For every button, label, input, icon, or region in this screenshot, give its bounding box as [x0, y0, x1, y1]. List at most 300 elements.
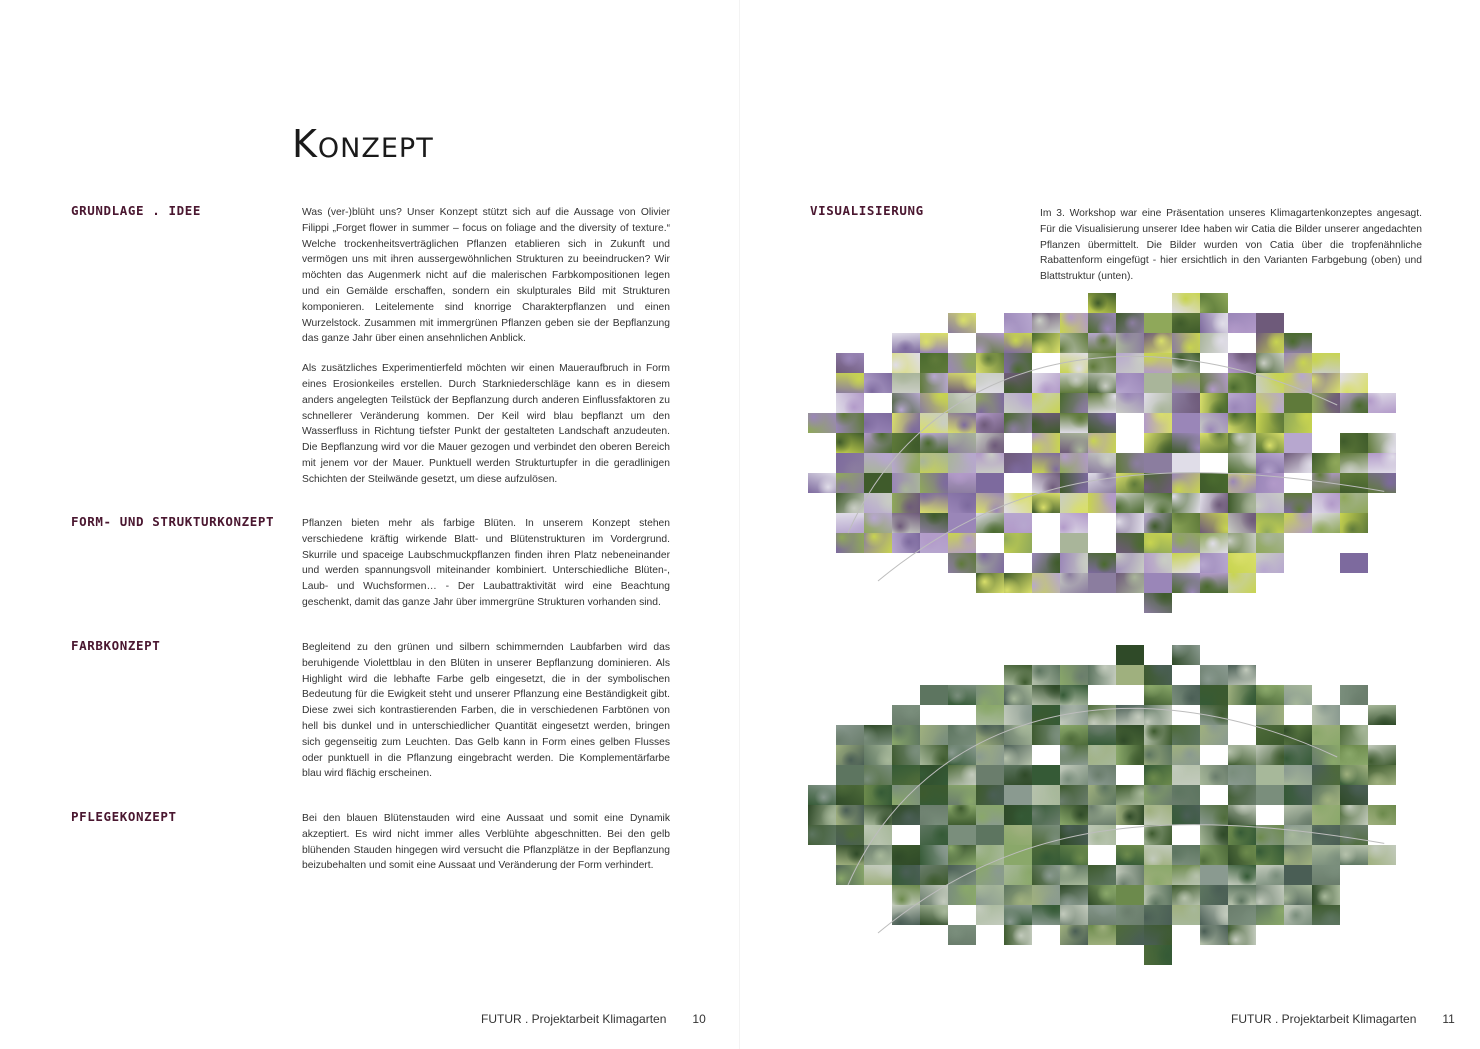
plant-photo-tile	[1004, 533, 1032, 553]
plant-photo-tile	[1144, 553, 1172, 573]
plant-photo-tile	[1060, 573, 1088, 593]
plant-photo-tile	[1088, 393, 1116, 413]
plant-photo-tile	[1228, 513, 1256, 533]
plant-photo-tile	[976, 373, 1004, 393]
section-body-grundlage	[302, 205, 670, 502]
plant-photo-tile	[1172, 413, 1200, 433]
plant-photo-tile	[1172, 845, 1200, 865]
plant-photo-tile	[1060, 725, 1088, 745]
plant-photo-tile	[892, 353, 920, 373]
plant-photo-tile	[1256, 373, 1284, 393]
plant-photo-tile	[864, 745, 892, 765]
plant-photo-tile	[1032, 373, 1060, 393]
plant-photo-tile	[1144, 845, 1172, 865]
plant-photo-tile	[1032, 725, 1060, 745]
plant-photo-tile	[948, 685, 976, 705]
plant-photo-tile	[1340, 685, 1368, 705]
plant-photo-tile	[920, 845, 948, 865]
plant-photo-tile	[1032, 785, 1060, 805]
plant-photo-tile	[1004, 865, 1032, 885]
plant-photo-tile	[1060, 333, 1088, 353]
plant-photo-tile	[1284, 745, 1312, 765]
plant-photo-tile	[1004, 885, 1032, 905]
plant-photo-tile	[1144, 433, 1172, 453]
paragraph: Was (ver-)blüht uns? Unser Konzept stützt sich auf die Aussage von Olivier Filippi „Forget flower in summer – focus on foliage and the diversity of texture.“ Welche trockenheitsverträglichen Pflanzen etablieren sich in Zukunft und vermögen uns mit ihren aussergewöhnlichen Strukturen zu beeindrucken? Wir möchten das Augenmerk nicht auf die malerischen Farbkompositionen legen und ein Gemälde erschaffen, sondern ein skulpturales Bild mit Strukturen komponieren. Leitelemente sind knorrige Charakterpflanzen und einen Wurzelstock. Zusammen mit immergrünen Pflanzen geben sie der Bepflanzung das ganze Jahr über einen ansehnlichen Anblick.	[302, 207, 670, 345]
plant-photo-tile	[1284, 865, 1312, 885]
plant-photo-tile	[1228, 905, 1256, 925]
plant-photo-tile	[1032, 553, 1060, 573]
plant-photo-tile	[1144, 785, 1172, 805]
right-page	[740, 0, 1480, 1049]
plant-photo-tile	[948, 473, 976, 493]
section-heading-grundlage: GRUNDLAGE . IDEE	[71, 203, 202, 218]
plant-photo-tile	[1312, 765, 1340, 785]
plant-photo-tile	[976, 725, 1004, 745]
plant-photo-tile	[1256, 705, 1284, 725]
plant-photo-tile	[864, 725, 892, 745]
plant-photo-tile	[948, 885, 976, 905]
plant-photo-tile	[920, 805, 948, 825]
plant-photo-tile	[1032, 845, 1060, 865]
plant-photo-tile	[1368, 845, 1396, 865]
plant-photo-tile	[1284, 393, 1312, 413]
plant-photo-tile	[1060, 705, 1088, 725]
plant-photo-tile	[1340, 785, 1368, 805]
plant-photo-tile	[1256, 905, 1284, 925]
plant-photo-tile	[1116, 493, 1144, 513]
plant-photo-tile	[1144, 373, 1172, 393]
plant-photo-tile	[1172, 433, 1200, 453]
plant-photo-tile	[1060, 393, 1088, 413]
plant-photo-tile	[920, 745, 948, 765]
plant-photo-tile	[1116, 725, 1144, 745]
plant-photo-tile	[836, 865, 864, 885]
plant-photo-tile	[920, 353, 948, 373]
plant-photo-tile	[1144, 453, 1172, 473]
plant-photo-tile	[836, 493, 864, 513]
plant-photo-tile	[1144, 765, 1172, 785]
plant-photo-tile	[892, 433, 920, 453]
plant-photo-tile	[1340, 745, 1368, 765]
plant-photo-tile	[892, 785, 920, 805]
plant-photo-tile	[864, 533, 892, 553]
plant-photo-tile	[808, 473, 836, 493]
plant-photo-tile	[1004, 393, 1032, 413]
plant-photo-tile	[1172, 765, 1200, 785]
plant-photo-tile	[1088, 785, 1116, 805]
plant-photo-tile	[1116, 865, 1144, 885]
plant-photo-tile	[1200, 725, 1228, 745]
plant-photo-tile	[976, 705, 1004, 725]
plant-photo-tile	[1144, 725, 1172, 745]
plant-photo-tile	[948, 553, 976, 573]
plant-photo-tile	[1228, 393, 1256, 413]
plant-photo-tile	[1200, 373, 1228, 393]
plant-photo-tile	[1116, 553, 1144, 573]
plant-photo-tile	[1200, 825, 1228, 845]
plant-photo-tile	[1172, 805, 1200, 825]
plant-photo-tile	[1200, 333, 1228, 353]
plant-photo-tile	[948, 373, 976, 393]
plant-photo-tile	[1228, 785, 1256, 805]
section-body-form-struktur	[302, 516, 670, 625]
plant-photo-tile	[1228, 413, 1256, 433]
plant-photo-tile	[1144, 493, 1172, 513]
plant-photo-tile	[892, 373, 920, 393]
plant-photo-tile	[1060, 413, 1088, 433]
plant-photo-tile	[1256, 413, 1284, 433]
plant-photo-tile	[1116, 373, 1144, 393]
plant-photo-tile	[1032, 433, 1060, 453]
section-heading-pflegekonzept: PFLEGEKONZEPT	[71, 809, 177, 824]
plant-photo-tile	[892, 533, 920, 553]
plant-photo-tile	[1088, 825, 1116, 845]
plant-photo-tile	[948, 533, 976, 553]
plant-photo-tile	[1060, 373, 1088, 393]
plant-photo-tile	[1284, 685, 1312, 705]
plant-photo-tile	[1312, 745, 1340, 765]
plant-photo-tile	[1004, 353, 1032, 373]
plant-photo-tile	[864, 453, 892, 473]
plant-photo-tile	[1088, 865, 1116, 885]
plant-photo-tile	[1004, 685, 1032, 705]
plant-photo-tile	[920, 765, 948, 785]
plant-photo-tile	[976, 413, 1004, 433]
plant-photo-tile	[1088, 373, 1116, 393]
plant-photo-tile	[948, 745, 976, 765]
plant-photo-tile	[1340, 473, 1368, 493]
plant-photo-tile	[1312, 905, 1340, 925]
plant-photo-tile	[1200, 705, 1228, 725]
plant-photo-tile	[1228, 313, 1256, 333]
plant-photo-tile	[1228, 865, 1256, 885]
plant-photo-tile	[892, 513, 920, 533]
plant-photo-tile	[1172, 333, 1200, 353]
plant-photo-tile	[1144, 533, 1172, 553]
plant-photo-tile	[920, 373, 948, 393]
plant-photo-tile	[1256, 333, 1284, 353]
plant-photo-tile	[1228, 373, 1256, 393]
plant-photo-tile	[1144, 865, 1172, 885]
plant-photo-tile	[1144, 573, 1172, 593]
plant-photo-tile	[1172, 453, 1200, 473]
plant-photo-tile	[1088, 805, 1116, 825]
plant-photo-tile	[864, 493, 892, 513]
plant-photo-tile	[1032, 705, 1060, 725]
plant-photo-tile	[1172, 293, 1200, 313]
plant-photo-tile	[1312, 805, 1340, 825]
plant-photo-tile	[948, 413, 976, 433]
plant-photo-tile	[1256, 725, 1284, 745]
plant-photo-tile	[1144, 945, 1172, 965]
plant-photo-tile	[1200, 433, 1228, 453]
plant-photo-tile	[1368, 705, 1396, 725]
plant-photo-tile	[1340, 433, 1368, 453]
plant-photo-tile	[1284, 845, 1312, 865]
plant-photo-tile	[1200, 513, 1228, 533]
plant-photo-tile	[1088, 725, 1116, 745]
plant-photo-tile	[1032, 765, 1060, 785]
plant-photo-tile	[1200, 533, 1228, 553]
section-body-farbkonzept	[302, 640, 670, 796]
plant-photo-tile	[1172, 725, 1200, 745]
plant-photo-tile	[1172, 473, 1200, 493]
plant-photo-tile	[1172, 513, 1200, 533]
plant-photo-tile	[1200, 885, 1228, 905]
plant-photo-tile	[892, 745, 920, 765]
plant-photo-tile	[920, 785, 948, 805]
plant-photo-tile	[1060, 825, 1088, 845]
plant-photo-tile	[1004, 373, 1032, 393]
plant-photo-tile	[1060, 513, 1088, 533]
plant-photo-tile	[1312, 353, 1340, 373]
plant-photo-tile	[1200, 685, 1228, 705]
plant-photo-tile	[948, 805, 976, 825]
plant-photo-tile	[836, 765, 864, 785]
plant-photo-tile	[1004, 513, 1032, 533]
plant-photo-tile	[864, 765, 892, 785]
plant-photo-tile	[920, 865, 948, 885]
plant-photo-tile	[1256, 393, 1284, 413]
plant-photo-tile	[948, 825, 976, 845]
plant-photo-tile	[864, 473, 892, 493]
plant-photo-tile	[1228, 925, 1256, 945]
plant-photo-tile	[948, 453, 976, 473]
plant-photo-tile	[1172, 865, 1200, 885]
plant-photo-tile	[1256, 313, 1284, 333]
plant-photo-tile	[892, 705, 920, 725]
plant-photo-tile	[1032, 805, 1060, 825]
plant-photo-tile	[1004, 573, 1032, 593]
plant-photo-tile	[1060, 925, 1088, 945]
plant-photo-tile	[1284, 353, 1312, 373]
plant-photo-tile	[1116, 333, 1144, 353]
plant-photo-tile	[1312, 453, 1340, 473]
plant-photo-tile	[1368, 433, 1396, 453]
plant-photo-tile	[1228, 553, 1256, 573]
plant-photo-tile	[1228, 453, 1256, 473]
plant-photo-tile	[892, 413, 920, 433]
plant-photo-tile	[1200, 493, 1228, 513]
plant-photo-tile	[892, 765, 920, 785]
plant-photo-tile	[1172, 493, 1200, 513]
plant-photo-tile	[808, 805, 836, 825]
plant-photo-tile	[1200, 573, 1228, 593]
plant-photo-tile	[1116, 645, 1144, 665]
plant-photo-tile	[1060, 865, 1088, 885]
plant-photo-tile	[1060, 433, 1088, 453]
plant-photo-tile	[836, 805, 864, 825]
plant-photo-tile	[1284, 513, 1312, 533]
plant-photo-tile	[892, 805, 920, 825]
plant-photo-tile	[1032, 333, 1060, 353]
plant-photo-tile	[1256, 473, 1284, 493]
plant-photo-tile	[976, 433, 1004, 453]
plant-photo-tile	[1088, 333, 1116, 353]
plant-photo-tile	[1172, 745, 1200, 765]
plant-photo-tile	[1312, 393, 1340, 413]
plant-photo-tile	[1004, 825, 1032, 845]
plant-photo-tile	[1200, 553, 1228, 573]
page-number: 11	[1442, 1012, 1455, 1026]
plant-photo-tile	[1116, 313, 1144, 333]
plant-photo-tile	[1312, 725, 1340, 745]
plant-photo-tile	[976, 765, 1004, 785]
plant-photo-tile	[1200, 765, 1228, 785]
plant-photo-tile	[892, 725, 920, 745]
plant-photo-tile	[920, 825, 948, 845]
plant-photo-tile	[1088, 293, 1116, 313]
plant-photo-tile	[1144, 745, 1172, 765]
plant-photo-tile	[836, 785, 864, 805]
plant-photo-tile	[1004, 493, 1032, 513]
plant-mosaic-blattstruktur	[808, 645, 1413, 967]
plant-photo-tile	[864, 805, 892, 825]
plant-photo-tile	[1340, 805, 1368, 825]
plant-photo-tile	[864, 785, 892, 805]
plant-photo-tile	[836, 433, 864, 453]
plant-photo-tile	[1088, 573, 1116, 593]
plant-photo-tile	[1256, 353, 1284, 373]
plant-photo-tile	[976, 493, 1004, 513]
plant-photo-tile	[920, 433, 948, 453]
plant-photo-tile	[1144, 905, 1172, 925]
plant-photo-tile	[1256, 845, 1284, 865]
plant-photo-tile	[1060, 553, 1088, 573]
plant-photo-tile	[1088, 353, 1116, 373]
plant-photo-tile	[864, 413, 892, 433]
plant-photo-tile	[1228, 805, 1256, 825]
plant-photo-tile	[836, 725, 864, 745]
plant-photo-tile	[976, 745, 1004, 765]
plant-photo-tile	[1060, 805, 1088, 825]
plant-photo-tile	[1032, 665, 1060, 685]
page-number: 10	[692, 1012, 706, 1026]
plant-photo-tile	[1172, 905, 1200, 925]
plant-photo-tile	[1116, 925, 1144, 945]
plant-photo-tile	[1228, 473, 1256, 493]
plant-photo-tile	[836, 745, 864, 765]
plant-photo-tile	[1228, 885, 1256, 905]
plant-photo-tile	[1228, 685, 1256, 705]
plant-photo-tile	[864, 513, 892, 533]
plant-photo-tile	[1340, 845, 1368, 865]
plant-photo-tile	[1116, 665, 1144, 685]
plant-photo-tile	[836, 513, 864, 533]
plant-photo-tile	[948, 785, 976, 805]
plant-photo-tile	[1088, 745, 1116, 765]
plant-photo-tile	[836, 373, 864, 393]
plant-photo-tile	[948, 393, 976, 413]
plant-photo-tile	[1004, 765, 1032, 785]
plant-photo-tile	[1340, 725, 1368, 745]
plant-photo-tile	[1144, 665, 1172, 685]
plant-photo-tile	[1144, 333, 1172, 353]
plant-photo-tile	[1284, 825, 1312, 845]
plant-photo-tile	[1032, 313, 1060, 333]
plant-photo-tile	[1004, 705, 1032, 725]
plant-photo-tile	[1060, 453, 1088, 473]
paragraph: Als zusätzliches Experimentierfeld möchten wir einen Maueraufbruch in Form eines Erosionkeiles erstellen. Durch Starkniederschläge kann es in diesem anders angelegten Teilstück der Bepflanzung durch anderen Einflussfaktoren zu schnellerer Veränderung kommen. Der Keil wird blau bepflanzt um den Wasserfluss in Richtung tiefster Punkt der gestalteten Landschaft anzudeuten. Die Bepflanzung wird vor die Mauer gezogen und verbindet den oberen Bereich mit jenem vor der Mauer. Punktuell werden Strukturtupfer in die geradlinigen Schichten der Steilwände gesetzt, um diese aufzulösen.	[302, 363, 670, 485]
plant-photo-tile	[1284, 725, 1312, 745]
plant-photo-tile	[1228, 825, 1256, 845]
plant-photo-tile	[948, 433, 976, 453]
plant-photo-tile	[1200, 413, 1228, 433]
plant-photo-tile	[1032, 685, 1060, 705]
plant-photo-tile	[1228, 353, 1256, 373]
plant-photo-tile	[1200, 925, 1228, 945]
plant-photo-tile	[1256, 785, 1284, 805]
footer-right	[1231, 1012, 1455, 1026]
plant-photo-tile	[892, 453, 920, 473]
plant-photo-tile	[1340, 825, 1368, 845]
plant-photo-tile	[836, 825, 864, 845]
plant-photo-tile	[1144, 593, 1172, 613]
plant-photo-tile	[976, 453, 1004, 473]
plant-photo-tile	[976, 573, 1004, 593]
plant-photo-tile	[892, 865, 920, 885]
plant-photo-tile	[836, 453, 864, 473]
plant-photo-tile	[920, 725, 948, 745]
plant-photo-tile	[1032, 413, 1060, 433]
plant-photo-tile	[1144, 393, 1172, 413]
plant-photo-tile	[1032, 393, 1060, 413]
plant-photo-tile	[1312, 373, 1340, 393]
plant-photo-tile	[1228, 765, 1256, 785]
plant-photo-tile	[1060, 905, 1088, 925]
plant-photo-tile	[976, 805, 1004, 825]
plant-photo-tile	[1144, 685, 1172, 705]
plant-photo-tile	[1060, 885, 1088, 905]
plant-photo-tile	[1284, 373, 1312, 393]
plant-photo-tile	[1004, 413, 1032, 433]
plant-photo-tile	[1060, 745, 1088, 765]
plant-photo-tile	[1172, 313, 1200, 333]
plant-photo-tile	[1228, 433, 1256, 453]
plant-photo-tile	[1256, 533, 1284, 553]
plant-photo-tile	[1116, 393, 1144, 413]
plant-photo-tile	[948, 313, 976, 333]
plant-photo-tile	[976, 393, 1004, 413]
plant-photo-tile	[1172, 645, 1200, 665]
plant-photo-tile	[1004, 905, 1032, 925]
plant-photo-tile	[1144, 885, 1172, 905]
plant-photo-tile	[1060, 473, 1088, 493]
plant-photo-tile	[864, 825, 892, 845]
plant-photo-tile	[920, 333, 948, 353]
plant-photo-tile	[1032, 493, 1060, 513]
plant-photo-tile	[836, 533, 864, 553]
plant-photo-tile	[1116, 533, 1144, 553]
plant-photo-tile	[1116, 745, 1144, 765]
plant-photo-tile	[920, 493, 948, 513]
plant-photo-tile	[920, 905, 948, 925]
plant-photo-tile	[1312, 493, 1340, 513]
section-heading-farbkonzept: FARBKONZEPT	[71, 638, 161, 653]
plant-photo-tile	[1004, 665, 1032, 685]
plant-photo-tile	[948, 865, 976, 885]
plant-photo-tile	[1172, 885, 1200, 905]
plant-photo-tile	[836, 845, 864, 865]
plant-photo-tile	[1312, 845, 1340, 865]
plant-photo-tile	[1284, 785, 1312, 805]
plant-photo-tile	[1004, 745, 1032, 765]
plant-photo-tile	[892, 845, 920, 865]
plant-photo-tile	[1144, 925, 1172, 945]
plant-photo-tile	[836, 393, 864, 413]
plant-photo-tile	[976, 845, 1004, 865]
plant-photo-tile	[1284, 765, 1312, 785]
